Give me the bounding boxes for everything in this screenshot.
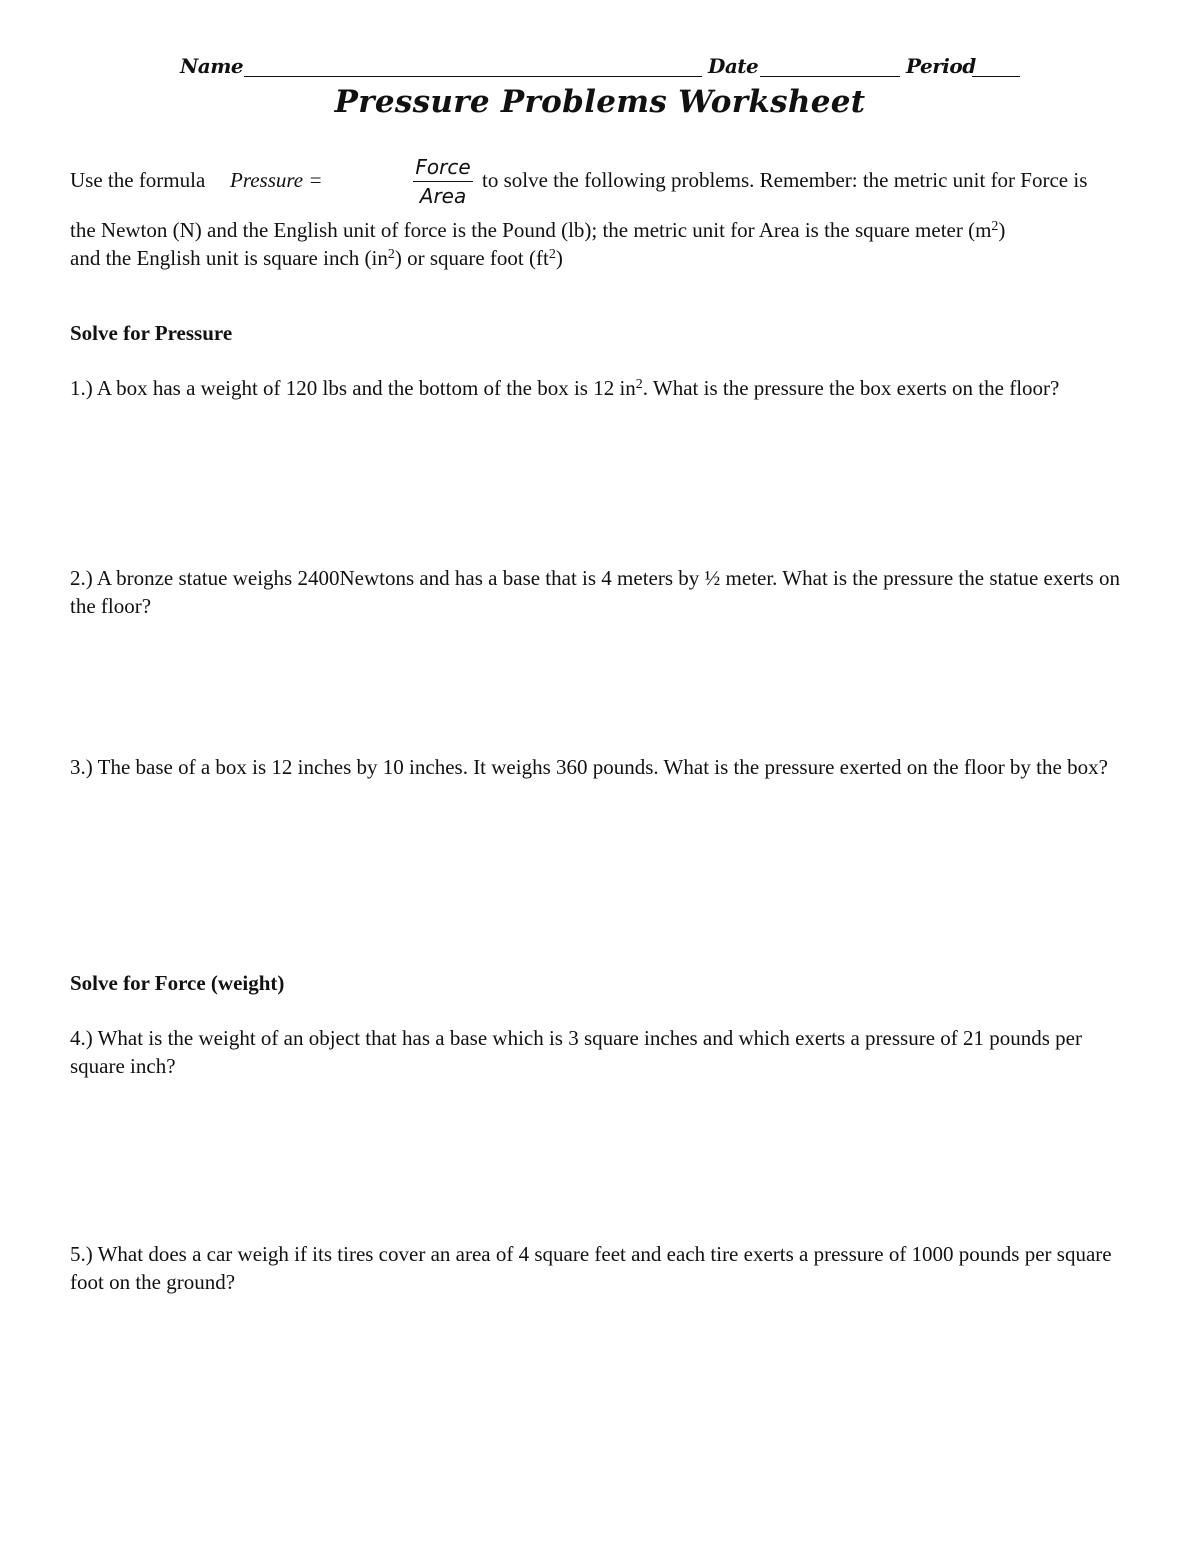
intro-line3-text: and the English unit is square inch (in <box>70 246 388 270</box>
section-heading-pressure: Solve for Pressure <box>70 321 233 345</box>
problem-1-text-end: . What is the pressure the box exerts on the floor? <box>642 376 1060 400</box>
intro-paragraph <box>70 150 1140 272</box>
formula-lhs: Pressure = <box>230 168 323 192</box>
exponent: 2 <box>548 247 556 262</box>
exponent: 2 <box>991 219 999 234</box>
name-field[interactable] <box>244 76 702 77</box>
intro-line2-close: ) <box>998 218 1006 242</box>
formula-line <box>70 150 1140 216</box>
name-label: Name <box>180 54 244 78</box>
period-field[interactable] <box>972 76 1020 77</box>
formula-numerator: Force <box>415 155 471 179</box>
date-label: Date <box>708 54 759 78</box>
period-label: Period <box>906 54 976 78</box>
section-heading-force: Solve for Force (weight) <box>70 971 285 995</box>
intro-prefix: Use the formula <box>70 168 206 192</box>
formula-denominator: Area <box>419 184 467 208</box>
student-info-header <box>180 54 1030 82</box>
exponent: 2 <box>387 247 395 262</box>
intro-line2-text: the Newton (N) and the English unit of force is the Pound (lb); the metric unit for Area is the square meter (m <box>70 218 992 242</box>
intro-line3-close: ) <box>555 246 563 270</box>
problem-5: 5.) What does a car weigh if its tires cover an area of 4 square feet and each tire exerts a pressure of 1000 pounds per square foot on the ground? <box>70 1242 1112 1294</box>
intro-line3-mid: ) or square foot (ft <box>394 246 549 270</box>
formula-fraction <box>411 153 475 210</box>
intro-line1-suffix: to solve the following problems. Remember: the metric unit for Force is <box>482 168 1088 192</box>
problem-4: 4.) What is the weight of an object that has a base which is 3 square inches and which exerts a pressure of 21 pounds per square inch? <box>70 1026 1082 1078</box>
problem-1 <box>70 374 1135 402</box>
problem-1-text: 1.) A box has a weight of 120 lbs and the bottom of the box is 12 in <box>70 376 636 400</box>
exponent: 2 <box>635 377 643 392</box>
date-field[interactable] <box>760 76 900 77</box>
problem-2: 2.) A bronze statue weighs 2400Newtons and has a base that is 4 meters by ½ meter. What is the pressure the statue exerts on the floor? <box>70 566 1120 618</box>
page-title: Pressure Problems Worksheet <box>334 84 866 120</box>
intro-units-text <box>70 216 1140 272</box>
problem-3: 3.) The base of a box is 12 inches by 10 inches. It weighs 360 pounds. What is the pressure exerted on the floor by the box? <box>70 755 1108 779</box>
